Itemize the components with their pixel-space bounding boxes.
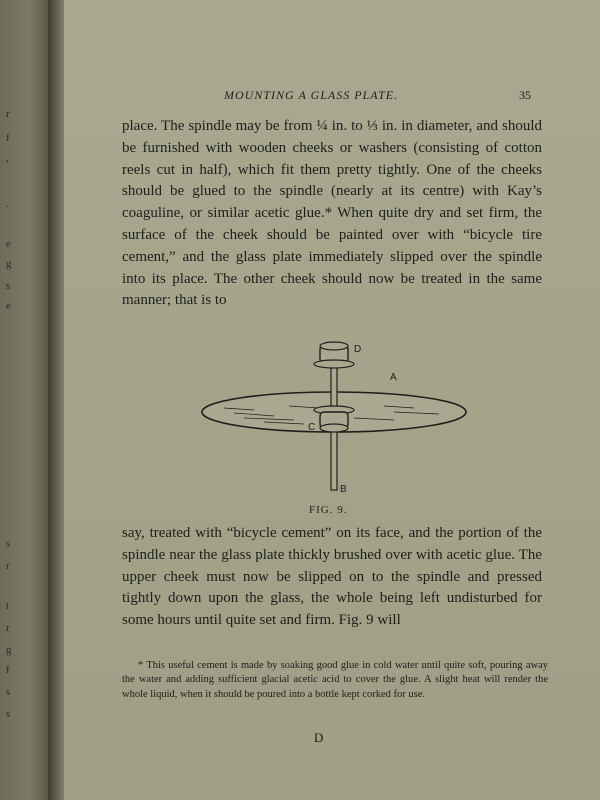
left-page-fragment: r bbox=[6, 622, 10, 634]
paragraph-1 bbox=[122, 116, 542, 312]
left-page-fragment: s bbox=[6, 708, 11, 720]
left-page-edge bbox=[0, 0, 48, 800]
spindle-glass-plate-diagram bbox=[194, 330, 474, 500]
left-page-fragment: s bbox=[6, 538, 11, 550]
figure-label-a: A bbox=[390, 372, 397, 383]
left-page-fragment: f bbox=[6, 664, 10, 676]
book-page bbox=[64, 0, 600, 800]
left-page-fragment: g bbox=[6, 644, 12, 656]
paragraph-2 bbox=[122, 523, 542, 632]
running-head: MOUNTING A GLASS PLATE. bbox=[224, 88, 399, 102]
footnote-text: * This useful cement is made by soaking good glue in cold water until quite soft, pouring away the water and adding sufficient glacial acetic acid to cover the glue. A slight heat will render the whole liquid, when it should be poured into a bottle kept corked for use. bbox=[122, 660, 548, 700]
left-page-fragment: f bbox=[6, 132, 10, 144]
figure-caption: FIG. 9. bbox=[309, 504, 348, 516]
left-page-fragment: r bbox=[6, 560, 10, 572]
left-page-fragment: s bbox=[6, 280, 11, 292]
figure-label-d: D bbox=[354, 344, 362, 355]
page-number: 35 bbox=[519, 88, 531, 102]
left-page-fragment: . bbox=[6, 198, 9, 210]
left-page-fragment: r bbox=[6, 108, 10, 120]
figure-label-b: B bbox=[340, 484, 347, 495]
left-page-fragment: t bbox=[6, 600, 10, 612]
figure-9-illustration bbox=[194, 330, 474, 500]
signature-mark: D bbox=[314, 730, 324, 745]
left-page-fragment: e bbox=[6, 300, 11, 312]
left-page-fragment: s bbox=[6, 686, 11, 698]
paragraph-text: say, treated with “bicycle cement” on its face, and the portion of the spindle near the glass plate thickly brushed over with acetic glue. The upper cheek must now be slipped on to the spindle and pressed tightly down upon the glass, the whole being left undisturbed for some hours until quite set and firm. Fig. 9 will bbox=[122, 525, 542, 629]
left-page-fragment: , bbox=[6, 152, 9, 164]
left-page-fragment: g bbox=[6, 258, 12, 270]
paragraph-text: place. The spindle may be from ¼ in. to ⅓ in. in diameter, and should be furnished with wooden cheeks or washers (consisting of cotton reels cut in half), which fit them pretty tightly. One of the cheeks should be glued to the spindle (nearly at its centre) with Kay’s coaguline, or similar acetic glue.* When quite dry and set firm, the surface of the cheek should be painted over with “bicycle tire cement,” and the glass plate immediately slipped over the spindle into its place. The other cheek should now be treated in the same manner; that is to bbox=[122, 118, 542, 309]
figure-label-c: C bbox=[308, 422, 316, 433]
footnote bbox=[122, 659, 548, 702]
left-page-fragment: e bbox=[6, 238, 11, 250]
